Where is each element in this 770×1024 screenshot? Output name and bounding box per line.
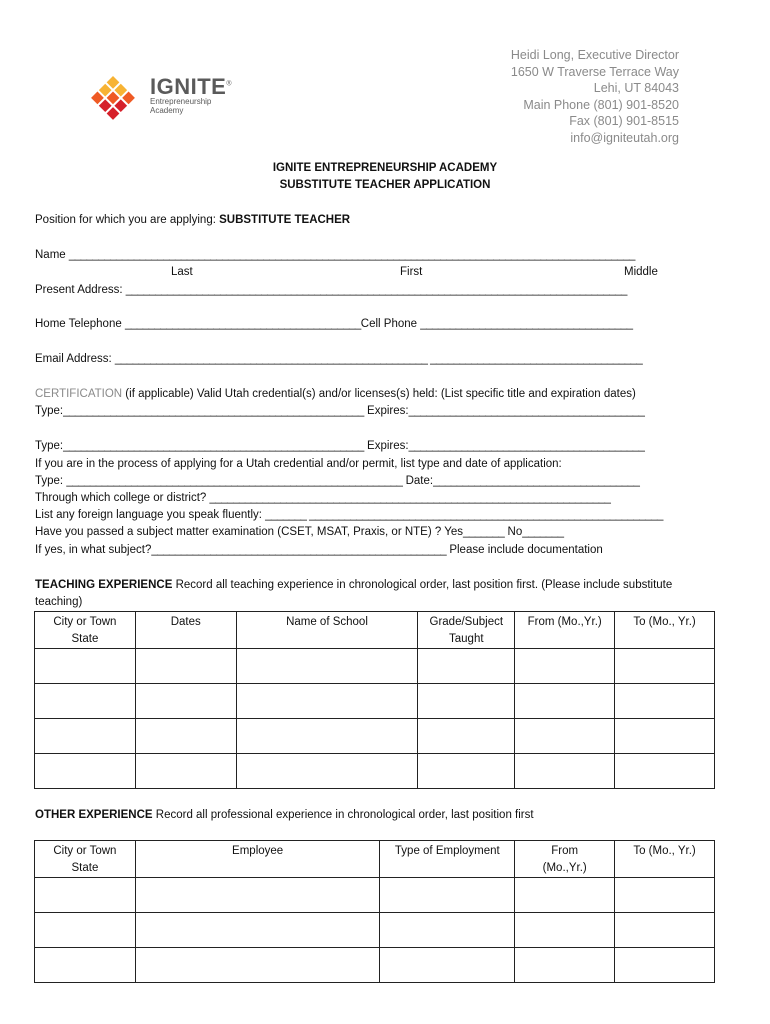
- column-header-type: Type of Employment: [380, 841, 515, 878]
- column-header-dates: Dates: [135, 612, 236, 649]
- contact-street: 1650 W Traverse Terrace Way: [510, 64, 679, 79]
- exam-no-label: No: [504, 526, 523, 538]
- position-line: [35, 214, 350, 226]
- in-process-text: If you are in the process of applying for a Utah credential and/or permit, list type and date of application:: [35, 458, 562, 470]
- name-field[interactable]: ________________________________________________________________________________________________: [68, 249, 635, 261]
- in-process-type-label: Type:: [35, 475, 67, 487]
- cert-expires-label: Expires:: [363, 405, 409, 417]
- exam-subject-line: [35, 544, 603, 556]
- position-label: Position for which you are applying:: [35, 214, 220, 226]
- ignite-logo: [82, 70, 252, 122]
- exam-text: Have you passed a subject matter examination (CSET, MSAT, Praxis, or NTE) ? Yes: [35, 526, 464, 538]
- page-subtitle: SUBSTITUTE TEACHER APPLICATION: [279, 179, 491, 191]
- table-header-row: [35, 841, 715, 878]
- in-process-date-label: Date:: [402, 475, 434, 487]
- contact-city: Lehi, UT 84043: [593, 81, 679, 95]
- column-header-city: City or Town State: [35, 841, 136, 878]
- present-address-field[interactable]: _____________________________________________________________________________________: [125, 284, 627, 296]
- other-experience-heading: OTHER EXPERIENCE: [35, 809, 153, 821]
- foreign-language-field[interactable]: _______ ____________________________________________________________: [265, 509, 663, 521]
- exam-no-field[interactable]: _______: [522, 526, 564, 538]
- in-process-line: [35, 475, 639, 487]
- table-header-row: [35, 612, 715, 649]
- home-telephone-field[interactable]: ________________________________________: [124, 318, 361, 330]
- contact-email: info@igniteutah.org: [570, 130, 679, 145]
- in-process-type-field[interactable]: _________________________________________________________: [66, 475, 403, 487]
- name-label: Name: [35, 249, 69, 261]
- column-header-city: City or Town State: [35, 612, 136, 649]
- certification-heading: CERTIFICATION: [35, 388, 123, 400]
- column-header-to: To (Mo., Yr.): [615, 841, 715, 878]
- email-line: [35, 353, 642, 365]
- column-header-grade: Grade/Subject Taught: [418, 612, 515, 649]
- column-header-from: From (Mo.,Yr.): [515, 841, 615, 878]
- cert-type-field-2[interactable]: ___________________________________________________: [63, 440, 364, 452]
- column-header-employee: Employee: [135, 841, 380, 878]
- college-field[interactable]: ____________________________________________________________________: [209, 492, 611, 504]
- table-row[interactable]: [35, 948, 715, 983]
- table-row[interactable]: [35, 878, 715, 913]
- teaching-experience-table: [34, 611, 715, 789]
- cell-phone-label: Cell Phone: [360, 318, 421, 330]
- in-process-date-field[interactable]: ___________________________________: [433, 475, 640, 487]
- contact-phone: Main Phone (801) 901-8520: [523, 97, 679, 112]
- telephone-line: [35, 318, 633, 330]
- present-address-label: Present Address:: [35, 284, 126, 296]
- foreign-language-line: [35, 509, 663, 521]
- column-header-school: Name of School: [236, 612, 418, 649]
- teaching-experience-text-2: teaching): [35, 596, 83, 608]
- column-header-from: From (Mo.,Yr.): [515, 612, 615, 649]
- ignite-logo-mark: [82, 70, 144, 122]
- certification-line: [35, 388, 636, 400]
- contact-block: [511, 47, 679, 146]
- college-label: Through which college or district?: [35, 492, 210, 504]
- certification-type-line-1: [35, 405, 644, 417]
- table-row[interactable]: [35, 684, 715, 719]
- column-header-to: To (Mo., Yr.): [615, 612, 715, 649]
- teaching-experience-line: [35, 579, 672, 591]
- exam-yes-field[interactable]: _______: [463, 526, 505, 538]
- cert-type-field-1[interactable]: ___________________________________________________: [63, 405, 364, 417]
- email-address-label: Email Address:: [35, 353, 115, 365]
- cert-type-label: Type:: [35, 440, 64, 452]
- cert-expires-label: Expires:: [363, 440, 409, 452]
- other-experience-text: Record all professional experience in chronological order, last position first: [152, 809, 534, 821]
- present-address-line: [35, 284, 627, 296]
- other-experience-line: [35, 809, 534, 821]
- table-row[interactable]: [35, 913, 715, 948]
- teaching-experience-heading: TEACHING EXPERIENCE: [35, 579, 173, 591]
- page-title: IGNITE ENTREPRENEURSHIP ACADEMY: [272, 162, 498, 174]
- certification-type-line-2: [35, 440, 644, 452]
- logo-subtitle: Entrepreneurship Academy: [150, 97, 212, 115]
- certification-text: (if applicable) Valid Utah credential(s) and/or licenses(s) held: (List specific title and expiration dates): [122, 388, 636, 400]
- position-value: SUBSTITUTE TEACHER: [219, 214, 351, 226]
- cert-expires-field-1[interactable]: ________________________________________: [408, 405, 645, 417]
- table-row[interactable]: [35, 719, 715, 754]
- name-line: [35, 249, 635, 261]
- exam-subject-note: Please include documentation: [446, 544, 603, 556]
- contact-director: Heidi Long, Executive Director: [510, 48, 679, 62]
- home-telephone-label: Home Telephone: [35, 318, 125, 330]
- other-experience-table: [34, 840, 715, 983]
- logo-wordmark: IGNITE®: [150, 74, 233, 99]
- contact-fax: Fax (801) 901-8515: [569, 114, 679, 128]
- name-last-label: Last: [171, 266, 193, 278]
- college-line: [35, 492, 610, 504]
- email-address-field[interactable]: _____________________________________________________ ____________________________________: [114, 353, 643, 365]
- exam-subject-field[interactable]: __________________________________________________: [151, 544, 447, 556]
- cert-expires-field-2[interactable]: ________________________________________: [408, 440, 645, 452]
- cell-phone-field[interactable]: ____________________________________: [420, 318, 633, 330]
- teaching-experience-text: Record all teaching experience in chronological order, last position first. (Please include substitute: [172, 579, 673, 591]
- exam-subject-label: If yes, in what subject?: [35, 544, 152, 556]
- table-row[interactable]: [35, 649, 715, 684]
- table-row[interactable]: [35, 754, 715, 789]
- cert-type-label: Type:: [35, 405, 64, 417]
- name-first-label: First: [400, 266, 423, 278]
- name-middle-label: Middle: [624, 266, 658, 278]
- foreign-language-label: List any foreign language you speak fluently:: [35, 509, 266, 521]
- exam-line: [35, 526, 564, 538]
